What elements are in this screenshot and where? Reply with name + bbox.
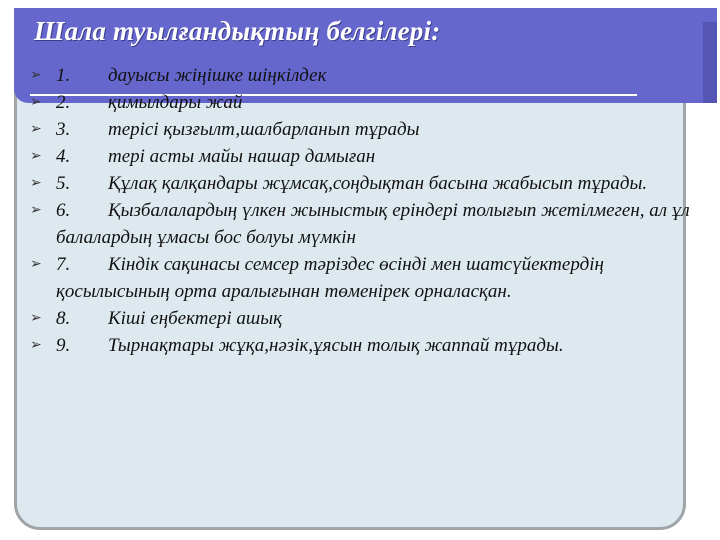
arrow-bullet-icon: ➢ <box>30 68 42 83</box>
list-item <box>30 332 700 359</box>
item-number: 1. <box>56 65 71 86</box>
item-text: Құлақ қалқандары жұмсақ,соңдықтан басына жабысып тұрады. <box>108 173 648 194</box>
item-text: Кіші еңбектері ашық <box>108 308 283 329</box>
arrow-bullet-icon: ➢ <box>30 257 42 272</box>
item-number: 4. <box>56 146 71 167</box>
item-text: қимылдары жай <box>108 92 243 113</box>
arrow-bullet-icon: ➢ <box>30 176 42 191</box>
item-text: Қызбалалардың үлкен жыныстық еріндері толығып жетілмеген, ал ұл балалардың ұмасы бос болуы мүмкін <box>56 200 690 248</box>
item-text: Тырнақтары жұқа,нәзік,ұясын толық жаппай тұрады. <box>108 335 564 356</box>
arrow-bullet-icon: ➢ <box>30 95 42 110</box>
item-number: 6. <box>56 200 71 221</box>
list-item <box>30 305 700 332</box>
item-number: 7. <box>56 254 71 275</box>
list-item <box>30 197 700 251</box>
list-item <box>30 143 700 170</box>
item-text: терісі қызғылт,шалбарланып тұрады <box>108 119 420 140</box>
list-item <box>30 170 700 197</box>
list-item <box>30 62 700 89</box>
item-number: 5. <box>56 173 71 194</box>
item-text: тері асты майы нашар дамыған <box>108 146 376 167</box>
arrow-bullet-icon: ➢ <box>30 122 42 137</box>
bullet-list <box>30 62 700 359</box>
item-number: 8. <box>56 308 71 329</box>
arrow-bullet-icon: ➢ <box>30 203 42 218</box>
item-text: дауысы жіңішке шіңкілдек <box>108 65 327 86</box>
list-item <box>30 89 700 116</box>
item-number: 2. <box>56 92 71 113</box>
arrow-bullet-icon: ➢ <box>30 149 42 164</box>
list-item <box>30 251 700 305</box>
item-text: Кіндік сақинасы семсер тәріздес өсінді мен шатсүйектердің қосылысының орта аралығынан төменірек орналасқан. <box>56 254 604 302</box>
item-number: 9. <box>56 335 71 356</box>
list-item <box>30 116 700 143</box>
arrow-bullet-icon: ➢ <box>30 311 42 326</box>
arrow-bullet-icon: ➢ <box>30 338 42 353</box>
item-number: 3. <box>56 119 71 140</box>
slide-title: Шала туылғандықтың белгілері: <box>34 16 441 46</box>
